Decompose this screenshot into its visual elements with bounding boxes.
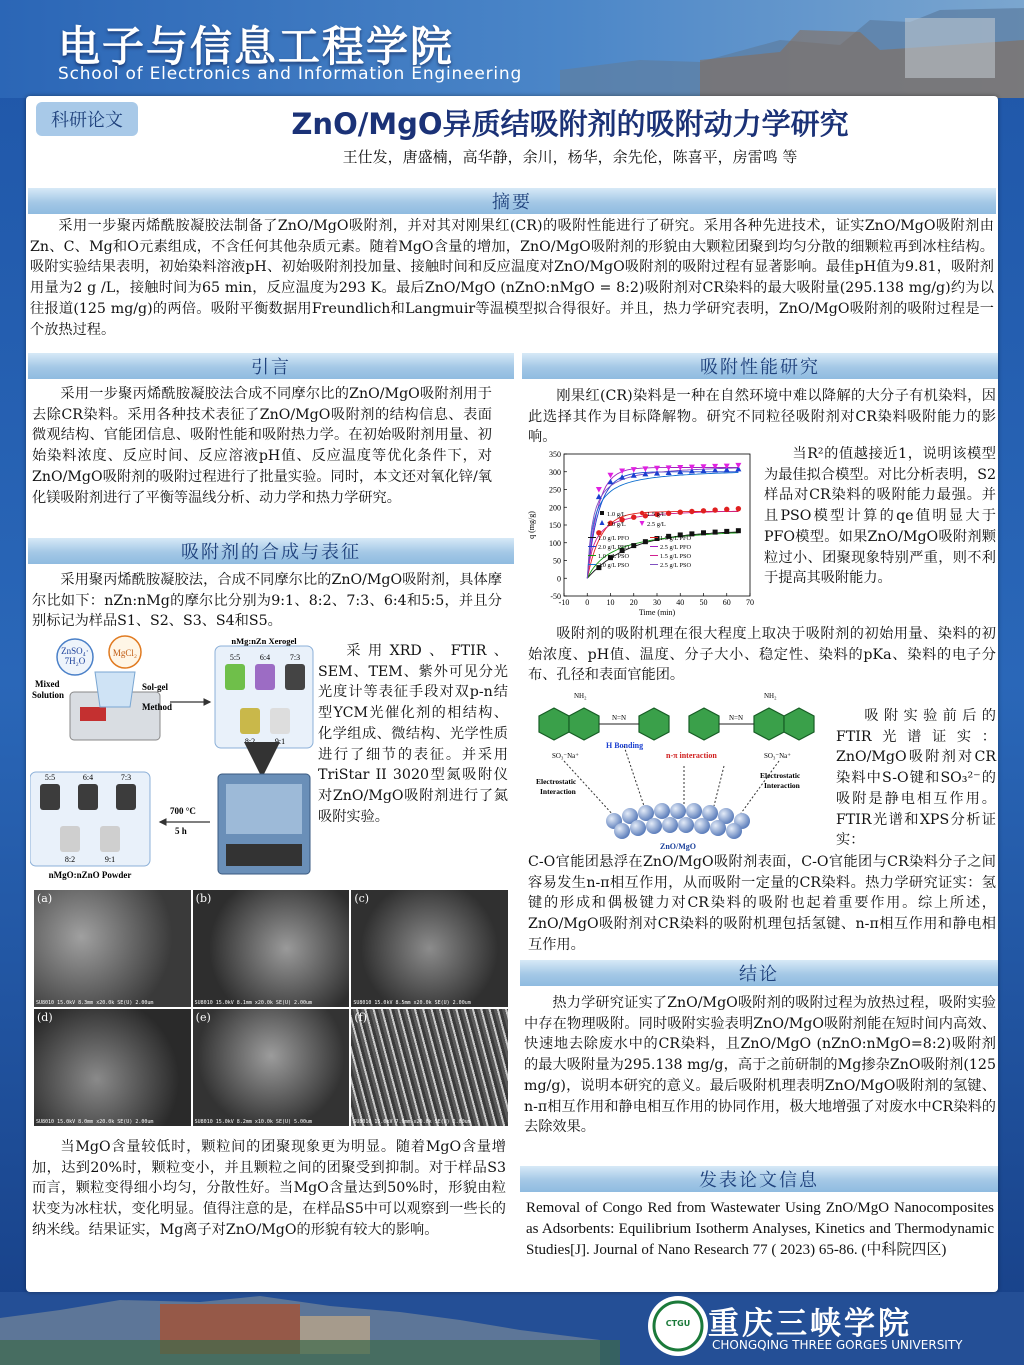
so3-label-2: SO₃⁻Na⁺ bbox=[764, 752, 791, 760]
sem-image bbox=[34, 890, 191, 1007]
data-point bbox=[689, 509, 694, 514]
npi-label: n-π interaction bbox=[666, 751, 717, 760]
x-tick-label: 40 bbox=[676, 598, 685, 607]
electrostatic-label-2: Electrostatic bbox=[760, 771, 801, 780]
data-point bbox=[666, 511, 671, 516]
y-tick-label: 350 bbox=[549, 450, 561, 459]
category-tag: 科研论文 bbox=[36, 102, 138, 136]
data-point bbox=[712, 507, 717, 512]
abstract-text: 采用一步聚丙烯酰胺凝胶法制备了ZnO/MgO吸附剂，并对其对刚果红(CR)的吸附性能进行了研究。采用各种先进技术，证实ZnO/MgO吸附剂由Zn、C、Mg和O元素组成，不含任何其他杂质元素。随着MgO含量的增加，ZnO/MgO吸附剂的形貌由大颗粒团聚到均匀分散的细颗粒再到冰柱结构。吸附实验结果表明，初始染料溶液pH、初始吸附剂投加量、接触时间和反应温度对ZnO/MgO吸附剂的吸附过程有显著影响。最佳pH值为9.81，吸附剂用量为2 g /L，接触时间为65 min，反应温度为293 K。最后ZnO/MgO (nZnO:nMgO = 8:2)吸附剂对CR染料的最大吸附量(295.138 mg/g)约为以往报道(125 mg/g)的两倍。吸附平衡数据用Freundlich和Langmuir等温模型拟合得很好。并且，热力学研究表明，ZnO/MgO吸附剂的吸附过程是一个放热过程。 bbox=[30, 218, 994, 338]
conclusion-heading: 结论 bbox=[520, 960, 998, 986]
x-tick-label: 70 bbox=[746, 598, 754, 607]
data-point bbox=[631, 543, 636, 548]
powder-label: nMgO:nZnO Powder bbox=[48, 870, 132, 880]
znso4-label: ZnSO₄· bbox=[61, 646, 89, 656]
sem-scalebar: SU8010 15.0kV 8.2mm x10.0k SE(U) 5.00um bbox=[194, 1119, 313, 1125]
sem-image bbox=[193, 1009, 350, 1126]
institute-name-en: School of Electronics and Information Engineering bbox=[58, 64, 523, 84]
legend-label: 1.5 g/L bbox=[647, 511, 666, 518]
azo-label-1: N=N bbox=[611, 714, 627, 722]
xerogel-ratio-2: 6:4 bbox=[259, 653, 271, 662]
legend-label: 2.5 g/L bbox=[647, 521, 666, 528]
sem-label: (c) bbox=[354, 892, 370, 905]
y-tick-label: 100 bbox=[549, 538, 561, 548]
powder-ratio-5: 9:1 bbox=[104, 855, 116, 864]
sem-image bbox=[34, 1009, 191, 1126]
university-name-en: CHONGQING THREE GORGES UNIVERSITY bbox=[712, 1338, 963, 1352]
mechanism-diagram bbox=[524, 686, 830, 852]
synthesis-text-1: 采用聚丙烯酰胺凝胶法，合成不同摩尔比的ZnO/MgO吸附剂，具体摩尔比如下：nZn:nMg的摩尔比分别为9:1、8:2、7:3、6:4和5:5，并且分别标记为样品S1、S2、S3、S4和S5。 bbox=[32, 572, 502, 630]
adsorption-text-4b: C-O官能团悬浮在ZnO/MgO吸附剂表面，C-O官能团与CR染料分子之间容易发生n-π相互作用，从而吸附一定量的CR染料。热力学研究证实：氢键的形成和偶极键力对CR染料的吸附也起着重要作用。综上所述，ZnO/MgO吸附剂对CR染料的吸附机理包括氢键、n-π相互作用和静电相互作用。 bbox=[528, 854, 996, 953]
synthesis-scheme bbox=[30, 632, 315, 882]
sem-image bbox=[193, 890, 350, 1007]
conclusion-text: 热力学研究证实了ZnO/MgO吸附剂的吸附过程为放热过程，吸附实验中存在物理吸附。同时吸附实验表明ZnO/MgO吸附剂能在短时间内高效、快速地去除废水中的CR染料，且ZnO/MgO (nZnO:nMgO=8:2)吸附剂的最大吸附量为295.138 mg/g，高于之前研制的Mg掺杂ZnO吸附剂(125 mg/g)，说明本研究的意义。最后吸附机理表明ZnO/MgO吸附剂的氢键、n-π相互作用和静电相互作用的协同作用，极大地增强了对废水中CR染料的去除效果。 bbox=[524, 995, 996, 1136]
mgcl2-label: MgCl₂ bbox=[112, 648, 138, 658]
adsorption-text-3: 吸附剂的吸附机理在很大程度上取决于吸附剂的初始用量、染料的初始浓度、pH值、温度、分子大小、稳定性、染料的pKa、染料的电子分布、孔径和表面官能团。 bbox=[528, 626, 996, 684]
znso4-label-2: 7H₂O bbox=[64, 656, 86, 666]
legend-label: 2.0 g/L PFO bbox=[598, 544, 630, 551]
paper-title: ZnO/MgO异质结吸附剂的吸附动力学研究 bbox=[291, 107, 849, 141]
data-point bbox=[678, 510, 683, 515]
temp-label: 700 °C bbox=[170, 806, 196, 816]
sem-label: (b) bbox=[195, 892, 212, 905]
nh2-label-2: NH₂ bbox=[764, 692, 777, 700]
znomgo-label: ZnO/MgO bbox=[659, 842, 697, 851]
beaker bbox=[95, 672, 135, 707]
legend-label: 1.5 g/L PSO bbox=[660, 553, 692, 560]
publication-text: Removal of Congo Red from Wastewater Using ZnO/MgO Nanocomposites as Adsorbents: Equilibrium Isotherm Analyses, Kinetics and Thermodynamic Studies[J]. Journal of Nano Research 77 ( 2023) 65-86. (中科院四区) bbox=[526, 1200, 994, 1258]
abstract-heading: 摘要 bbox=[28, 188, 996, 214]
xerogel-label: nMg:nZn Xerogel bbox=[231, 636, 297, 646]
synthesis-text-2: 采用XRD、FTIR、SEM、TEM、紫外可见分光光度计等表征手段对双p-n结型YCM光催化剂的相结构、化学组成、微结构、光学性质进行了细节的表征。并采用TriStar II 3020型氮吸附仪对ZnO/MgO吸附剂进行了氮吸附实验。 bbox=[318, 643, 508, 825]
solgel-label: Sol-gel bbox=[142, 682, 168, 692]
data-point bbox=[736, 506, 741, 511]
kinetics-chart bbox=[524, 446, 760, 620]
y-tick-label: 250 bbox=[549, 485, 561, 495]
university-name-cn: 重庆三峡学院 bbox=[708, 1306, 912, 1342]
legend-label: 1.0 g/L PSO bbox=[598, 553, 630, 560]
xerogel-ratio-5: 9:1 bbox=[274, 737, 286, 746]
x-tick-label: 0 bbox=[585, 598, 590, 607]
x-tick-label: 50 bbox=[699, 598, 708, 607]
sem-label: (a) bbox=[37, 892, 53, 905]
sem-image bbox=[351, 1009, 508, 1126]
sem-label: (d) bbox=[37, 1011, 53, 1024]
nh2-label-1: NH₂ bbox=[574, 692, 587, 700]
x-tick-label: 20 bbox=[629, 598, 638, 607]
xerogel-ratio-3: 7:3 bbox=[289, 653, 301, 662]
legend-marker bbox=[600, 511, 604, 515]
legend-label: 2.5 g/L PSO bbox=[660, 562, 692, 569]
sem-scalebar: SU8010 15.0kV 8.1mm x20.0k SE(U) 2.00um bbox=[194, 1000, 313, 1006]
legend-label: 2.0 g/L PSO bbox=[598, 562, 630, 569]
adsorption-text-4a: 吸附实验前后的FTIR光谱证实：ZnO/MgO吸附剂对CR染料中S-O键和SO₃²⁻的吸附是静电相互作用。FTIR光谱和XPS分析证实： bbox=[836, 708, 996, 849]
sem-scalebar: SU8010 15.0kV 8.3mm x20.0k SE(U) 2.00um bbox=[36, 1000, 154, 1006]
intro-text: 采用一步聚丙烯酰胺凝胶法合成不同摩尔比的ZnO/MgO吸附剂用于去除CR染料。采用各种技术表征了ZnO/MgO吸附剂的结构信息、表面微观结构、官能团信息、吸附性能和吸附热力学。在初始吸附剂用量、初始染料浓度、反应时间、反应溶液pH值、反应温度等优化条件下，对ZnO/MgO吸附剂的吸附过程进行了批量实验。同时，本文还对氧化锌/氧化镁吸附剂进行了平衡等温线分析、动力学和热力学研究。 bbox=[32, 386, 492, 506]
xerogel-ratio-4: 8:2 bbox=[244, 737, 256, 746]
data-point bbox=[643, 539, 648, 544]
synthesis-heading: 吸附剂的合成与表征 bbox=[28, 538, 514, 564]
sem-scalebar: SU8010 15.0kV 7.9mm x20.0k SE(U) 2.00um bbox=[353, 1119, 471, 1125]
sem-label: (f) bbox=[354, 1011, 367, 1024]
data-point bbox=[713, 530, 718, 535]
sem-image bbox=[351, 890, 508, 1007]
university-logo: CTGU bbox=[665, 1319, 691, 1328]
institute-name-cn: 电子与信息工程学院 bbox=[58, 22, 455, 71]
cr-molecule bbox=[539, 708, 814, 740]
adsorbent-particles bbox=[606, 803, 750, 839]
data-point bbox=[655, 536, 660, 541]
x-tick-label: 30 bbox=[653, 598, 661, 607]
y-tick-label: 50 bbox=[553, 556, 561, 566]
so3-label-1: SO₃⁻Na⁺ bbox=[552, 752, 579, 760]
hbond-label: H Bonding bbox=[606, 741, 644, 750]
legend-label: 1.0 g/L bbox=[607, 511, 626, 518]
powder-ratio-1: 5:5 bbox=[44, 773, 56, 782]
data-point bbox=[724, 507, 729, 512]
solution-label: Solution bbox=[32, 690, 65, 700]
xerogel-ratio-1: 5:5 bbox=[229, 653, 241, 662]
data-point bbox=[701, 530, 706, 535]
intro-heading: 引言 bbox=[28, 353, 514, 379]
x-tick-label: 10 bbox=[606, 598, 615, 607]
stirrer-display bbox=[80, 707, 106, 721]
adsorption-text-1: 刚果红(CR)染料是一种在自然环境中难以降解的大分子有机染料，因此选择其作为目标降解物。研究不同粒径吸附剂对CR染料吸附能力的影响。 bbox=[528, 388, 996, 446]
data-point bbox=[736, 528, 741, 533]
data-point bbox=[701, 508, 706, 513]
sem-scalebar: SU8010 15.0kV 8.0mm x20.0k SE(U) 2.00um bbox=[36, 1119, 154, 1125]
time-label: 5 h bbox=[175, 826, 187, 836]
data-point bbox=[631, 514, 636, 519]
publication-heading: 发表论文信息 bbox=[520, 1166, 998, 1192]
interaction-label-1: Interaction bbox=[540, 787, 576, 796]
y-tick-label: 150 bbox=[549, 521, 561, 530]
legend-label: 1.5 g/L PFO bbox=[660, 535, 692, 542]
sem-grid bbox=[34, 890, 508, 1126]
y-tick-label: -50 bbox=[550, 592, 561, 601]
powder-ratio-3: 7:3 bbox=[120, 773, 132, 782]
legend-label: 2.5 g/L PFO bbox=[660, 544, 692, 551]
y-tick-label: 200 bbox=[549, 503, 561, 513]
y-axis-label: q (mg/g) bbox=[527, 511, 536, 539]
legend-label: 1.0 g/L PFO bbox=[598, 535, 630, 542]
x-tick-label: 60 bbox=[722, 598, 731, 607]
y-tick-label: 0 bbox=[557, 574, 561, 584]
adsorption-text-2: 当R²的值越接近1，说明该模型为最佳拟合模型。对比分析表明，S2样品对CR染料的吸附能力最强。并且PSO模型计算的qe值明显大于PFO模型。如果ZnO/MgO吸附剂颗粒过小、团聚现象特别严重，则不利于提高其吸附能力。 bbox=[764, 446, 996, 587]
y-tick-label: 300 bbox=[549, 467, 561, 477]
azo-label-2: N=N bbox=[728, 714, 744, 722]
electrostatic-label-1: Electrostatic bbox=[536, 777, 577, 786]
sem-label: (e) bbox=[195, 1011, 211, 1024]
mixed-label: Mixed bbox=[35, 679, 60, 689]
x-axis-label: Time (min) bbox=[638, 608, 676, 617]
data-point bbox=[724, 529, 729, 534]
powder-ratio-2: 6:4 bbox=[82, 773, 94, 782]
authors: 王仕发，唐盛楠，高华静，余川，杨华，余先伦，陈喜平，房雷鸣 等 bbox=[342, 148, 798, 166]
legend-marker bbox=[640, 511, 644, 515]
powder-ratio-4: 8:2 bbox=[64, 855, 76, 864]
legend-label: 2.0 g/L bbox=[607, 521, 626, 528]
interaction-label-2: Interaction bbox=[764, 781, 800, 790]
method-label: Method bbox=[142, 702, 172, 712]
sem-scalebar: SU8010 15.0kV 8.5mm x20.0k SE(U) 2.00um bbox=[353, 1000, 471, 1006]
synthesis-text-3: 当MgO含量较低时，颗粒间的团聚现象更为明显。随着MgO含量增加，达到20%时，颗粒变小，并且颗粒之间的团聚受到抑制。对于样品S3而言，颗粒变得细小均匀，分散性好。当MgO含量达到50%时，形貌由粒状变为冰柱状，变化明显。值得注意的是，在样品S5中可以观察到一些长的纳米线。结果证实，Mg离子对ZnO/MgO的形貌有较大的影响。 bbox=[32, 1139, 506, 1238]
x-tick-label: -10 bbox=[558, 598, 570, 607]
adsorption-heading: 吸附性能研究 bbox=[522, 353, 998, 379]
